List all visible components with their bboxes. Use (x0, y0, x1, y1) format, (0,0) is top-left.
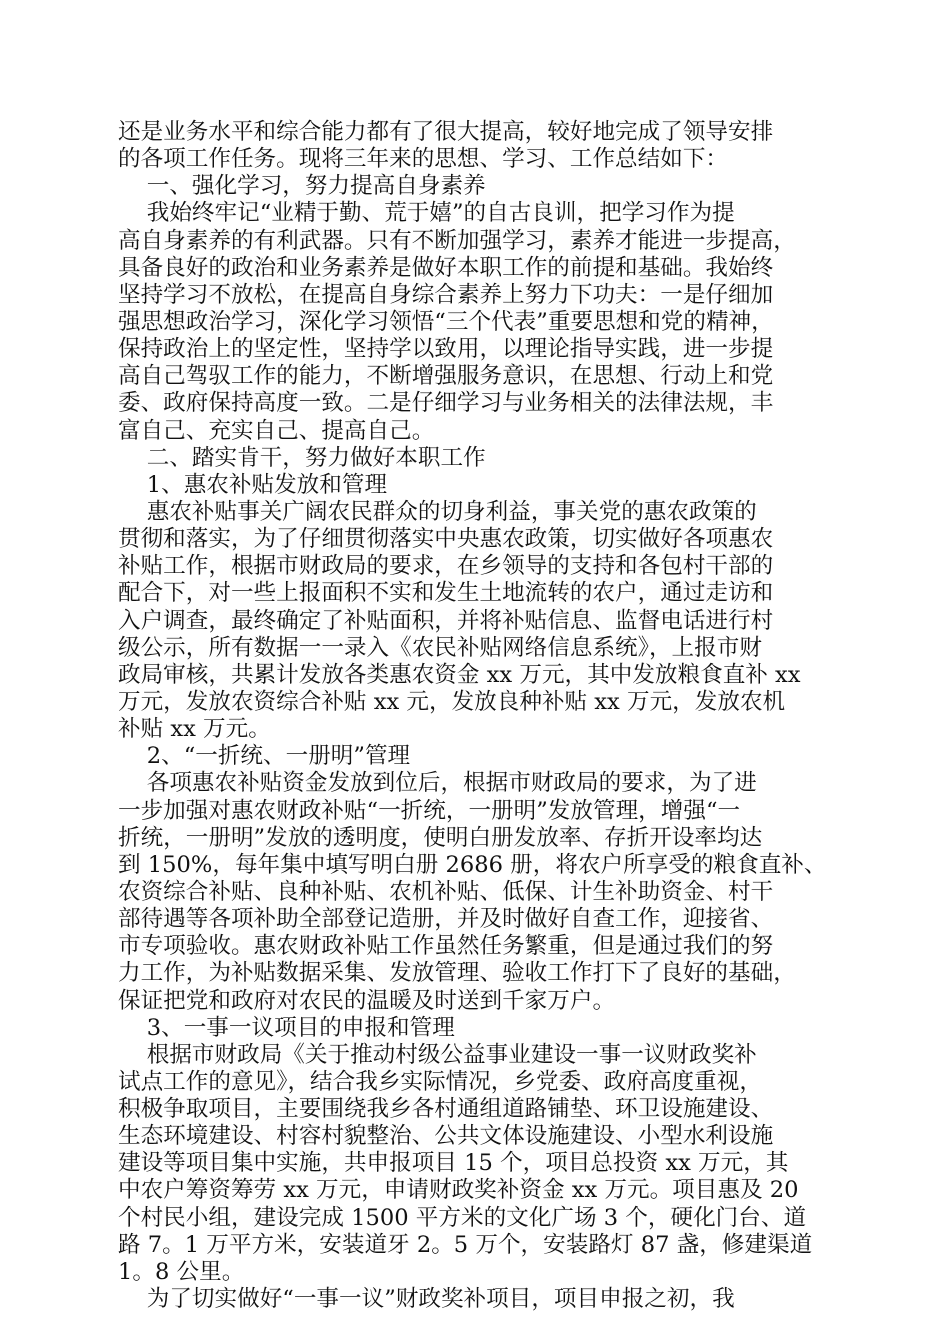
text-line: 个村民小组，建设完成 1500 平方米的文化广场 3 个，硬化门台、道 (118, 1204, 807, 1231)
text-line: 补贴 xx 万元。 (118, 716, 271, 743)
text-line: 生态环境建设、村容村貌整治、公共文体设施建设、小型水利设施 (118, 1123, 774, 1150)
section-heading: 一、强化学习，努力提高自身素养 (118, 173, 486, 200)
text-line: 富自己、充实自己、提高自己。 (118, 417, 435, 444)
text-line: 积极争取项目，主要围绕我乡各村通组道路铺垫、环卫设施建设、 (118, 1096, 774, 1123)
text-line: 我始终牢记“业精于勤、荒于嬉”的自古良训，把学习作为提 (118, 200, 735, 227)
text-line: 试点工作的意见》，结合我乡实际情况，乡党委、政府高度重视， (118, 1068, 762, 1095)
text-line: 委、政府保持高度一致。二是仔细学习与业务相关的法律法规，丰 (118, 390, 774, 417)
section-heading: 二、踏实肯干，努力做好本职工作 (118, 444, 486, 471)
text-line: 坚持学习不放松，在提高自身综合素养上努力下功夫：一是仔细加 (118, 281, 774, 308)
text-line: 万元，发放农资综合补贴 xx 元，发放良种补贴 xx 万元，发放农机 (118, 688, 786, 715)
text-line: 惠农补贴事关广阔农民群众的切身利益，事关党的惠农政策的 (118, 498, 757, 525)
text-line: 的各项工作任务。现将三年来的思想、学习、工作总结如下： (118, 146, 729, 173)
text-line: 还是业务水平和综合能力都有了很大提高，较好地完成了领导安排 (118, 119, 774, 145)
text-line: 配合下，对一些上报面积不实和发生土地流转的农户，通过走访和 (118, 580, 774, 607)
subsection-heading: 1、惠农补贴发放和管理 (118, 471, 388, 498)
text-line: 级公示，所有数据一一录入《农民补贴网络信息系统》，上报市财 (118, 634, 762, 661)
text-line: 补贴工作，根据市财政局的要求，在乡领导的支持和各包村干部的 (118, 553, 774, 580)
text-line: 入户调查，最终确定了补贴面积，并将补贴信息、监督电话进行村 (118, 607, 774, 634)
text-line: 到 150%，每年集中填写明白册 2686 册，将农户所享受的粮食直补、 (118, 851, 827, 878)
text-line: 为了切实做好“一事一议”财政奖补项目，项目申报之初，我 (118, 1286, 735, 1313)
text-line: 1。8 公里。 (118, 1258, 245, 1285)
text-line: 贯彻和落实，为了仔细贯彻落实中央惠农政策，切实做好各项惠农 (118, 526, 774, 553)
subsection-heading: 3、一事一议项目的申报和管理 (118, 1014, 455, 1041)
text-line: 高自身素养的有利武器。只有不断加强学习，素养才能进一步提高， (118, 227, 796, 254)
text-line: 根据市财政局《关于推动村级公益事业建设一事一议财政奖补 (118, 1041, 757, 1068)
text-line: 具备良好的政治和业务素养是做好本职工作的前提和基础。我始终 (118, 254, 774, 281)
text-line: 中农户筹资筹劳 xx 万元，申请财政奖补资金 xx 万元。项目惠及 20 (118, 1177, 799, 1204)
text-line: 部待遇等各项补助全部登记造册，并及时做好自查工作，迎接省、 (118, 906, 774, 933)
text-line: 一步加强对惠农财政补贴“一折统，一册明”发放管理，增强“一 (118, 797, 741, 824)
text-line: 保持政治上的坚定性，坚持学以致用，以理论指导实践，进一步提 (118, 336, 774, 363)
text-line: 政局审核，共累计发放各类惠农资金 xx 万元，其中发放粮食直补 xx (118, 661, 801, 688)
text-line: 高自己驾驭工作的能力，不断增强服务意识，在思想、行动上和党 (118, 363, 774, 390)
text-line: 建设等项目集中实施，共申报项目 15 个，项目总投资 xx 万元，其 (118, 1150, 789, 1177)
text-line: 路 7。1 万平方米，安装道牙 2。5 万个，安装路灯 87 盏，修建渠道 (118, 1231, 813, 1258)
text-line: 折统，一册明”发放的透明度，使明白册发放率、存折开设率均达 (118, 824, 763, 851)
text-line: 强思想政治学习，深化学习领悟“三个代表”重要思想和党的精神， (118, 308, 774, 335)
document-page (118, 119, 827, 1313)
text-line: 保证把党和政府对农民的温暖及时送到千家万户。 (118, 987, 616, 1014)
subsection-heading: 2、“一折统、一册明”管理 (118, 743, 411, 770)
text-line: 农资综合补贴、良种补贴、农机补贴、低保、计生补助资金、村干 (118, 878, 774, 905)
text-line: 力工作，为补贴数据采集、发放管理、验收工作打下了良好的基础， (118, 960, 796, 987)
text-line: 各项惠农补贴资金发放到位后，根据市财政局的要求，为了进 (118, 770, 757, 797)
text-line: 市专项验收。惠农财政补贴工作虽然任务繁重，但是通过我们的努 (118, 933, 774, 960)
